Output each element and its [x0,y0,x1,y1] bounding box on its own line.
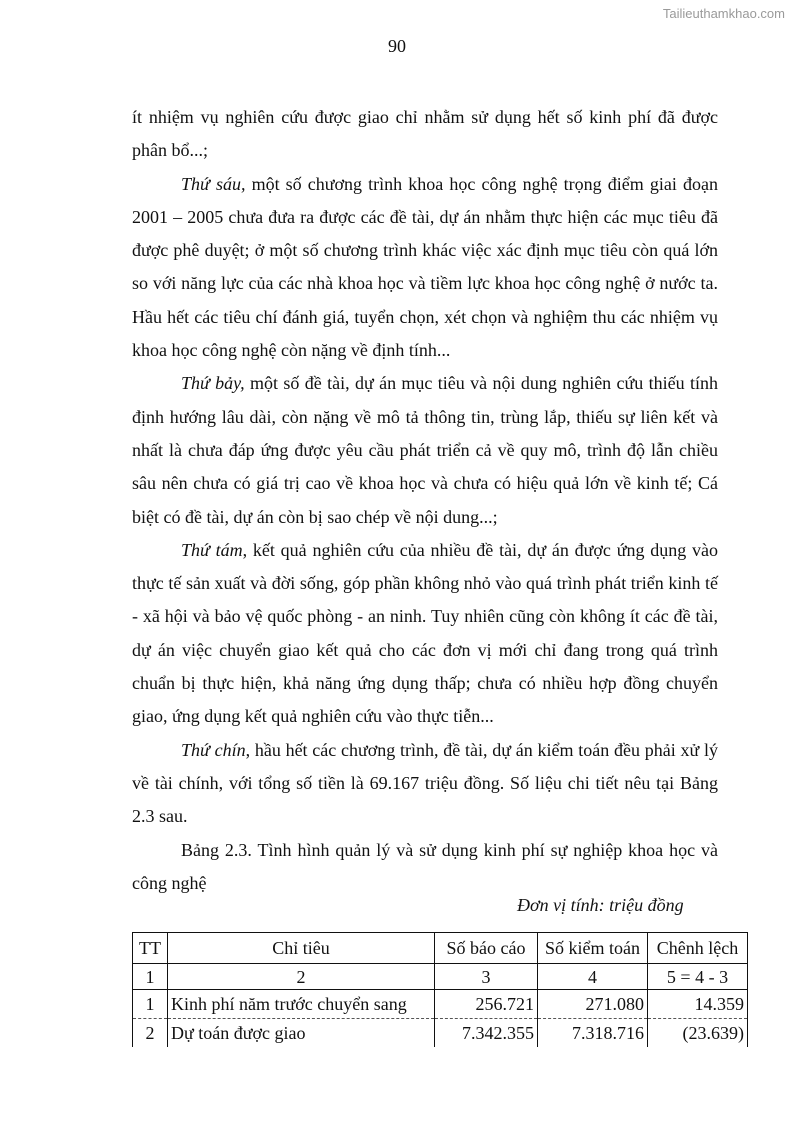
page-number: 90 [388,36,406,56]
row-number: 1 [133,990,168,1019]
paragraph-text: một số chương trình khoa học công nghệ trọng điểm giai đoạn 2001 – 2005 chưa đưa ra được các đề tài, dự án nhằm thực hiện các mục tiêu đã được phê duyệt; ở một số chương trình khác việc xác định mục tiêu còn quá lớn so với năng lực của các nhà khoa học và tiềm lực khoa học công nghệ ở nước ta. Hầu hết các tiêu chí đánh giá, tuyển chọn, xét chọn và nghiệm thu các nhiệm vụ khoa học công nghệ còn nặng về định tính... [132,173,718,361]
paragraph-text: một số đề tài, dự án mục tiêu và nội dung nghiên cứu thiếu tính định hướng lâu dài, còn nặng về mô tả thông tin, trùng lắp, thiếu sự liên kết và nhất là chưa đáp ứng được yêu cầu phát triển cả về quy mô, trình độ lẫn chiều sâu nên chưa có giá trị cao về khoa học và chưa có hiệu quả lớn về kinh tế; Cá biệt có đề tài, dự án còn bị sao chép về nội dung...; [132,373,718,527]
header-tt: TT [133,933,168,964]
paragraph-lead: Thứ sáu, [181,173,246,194]
row-number: 2 [133,1019,168,1048]
row-reported: 7.342.355 [435,1019,538,1048]
row-difference: (23.639) [648,1019,748,1048]
index-cell: 5 = 4 - 3 [648,964,748,990]
watermark: Tailieuthamkhao.com [662,6,785,21]
row-audited: 271.080 [538,990,648,1019]
paragraph [132,534,718,734]
table-caption-text: Bảng 2.3. Tình hình quản lý và sử dụng kinh phí sự nghiệp khoa học và công nghệ [132,839,718,893]
row-difference: 14.359 [648,990,748,1019]
row-audited: 7.318.716 [538,1019,648,1048]
paragraph [132,367,718,533]
data-table [132,932,748,1047]
row-indicator: Kinh phí năm trước chuyển sang [168,990,435,1019]
table-header-row [133,933,748,964]
table-row [133,1019,748,1048]
paragraph [132,168,718,368]
row-reported: 256.721 [435,990,538,1019]
index-cell: 3 [435,964,538,990]
paragraph [132,734,718,834]
paragraph-lead: Thứ chín [181,739,246,760]
paragraph-text: , kết quả nghiên cứu của nhiều đề tài, dự án được ứng dụng vào thực tế sản xuất và đời sống, góp phần không nhỏ vào quá trình phát triển kinh tế - xã hội và bảo vệ quốc phòng - an ninh. Tuy nhiên cũng còn không ít các đề tài, dự án việc chuyển giao kết quả cho các đơn vị mới chỉ đang trong quá trình chuẩn bị thực hiện, khả năng ứng dụng thấp; chưa có nhiều hợp đồng chuyển giao, ứng dụng kết quả nghiên cứu vào thực tiễn... [132,539,719,727]
paragraph-text: , hầu hết các chương trình, đề tài, dự án kiểm toán đều phải xử lý về tài chính, với tổng số tiền là 69.167 triệu đồng. Số liệu chi tiết nêu tại Bảng 2.3 sau. [132,739,718,827]
paragraph [132,101,718,168]
table-row [133,990,748,1019]
unit-line: Đơn vị tính: triệu đồng [517,895,684,915]
paragraph-text: ít nhiệm vụ nghiên cứu được giao chỉ nhằm sử dụng hết số kinh phí đã được phân bổ...; [132,107,718,161]
index-cell: 1 [133,964,168,990]
index-cell: 4 [538,964,648,990]
header-audited: Số kiểm toán [538,933,648,964]
paragraph-lead: Thứ tám [181,539,243,560]
index-cell: 2 [168,964,435,990]
header-reported: Số báo cáo [435,933,538,964]
paragraph-lead: Thứ bảy, [181,373,245,394]
body-text [132,101,718,900]
row-indicator: Dự toán được giao [168,1019,435,1048]
header-indicator: Chỉ tiêu [168,933,435,964]
header-difference: Chênh lệch [648,933,748,964]
table-caption [132,834,718,901]
table-index-row [133,964,748,990]
